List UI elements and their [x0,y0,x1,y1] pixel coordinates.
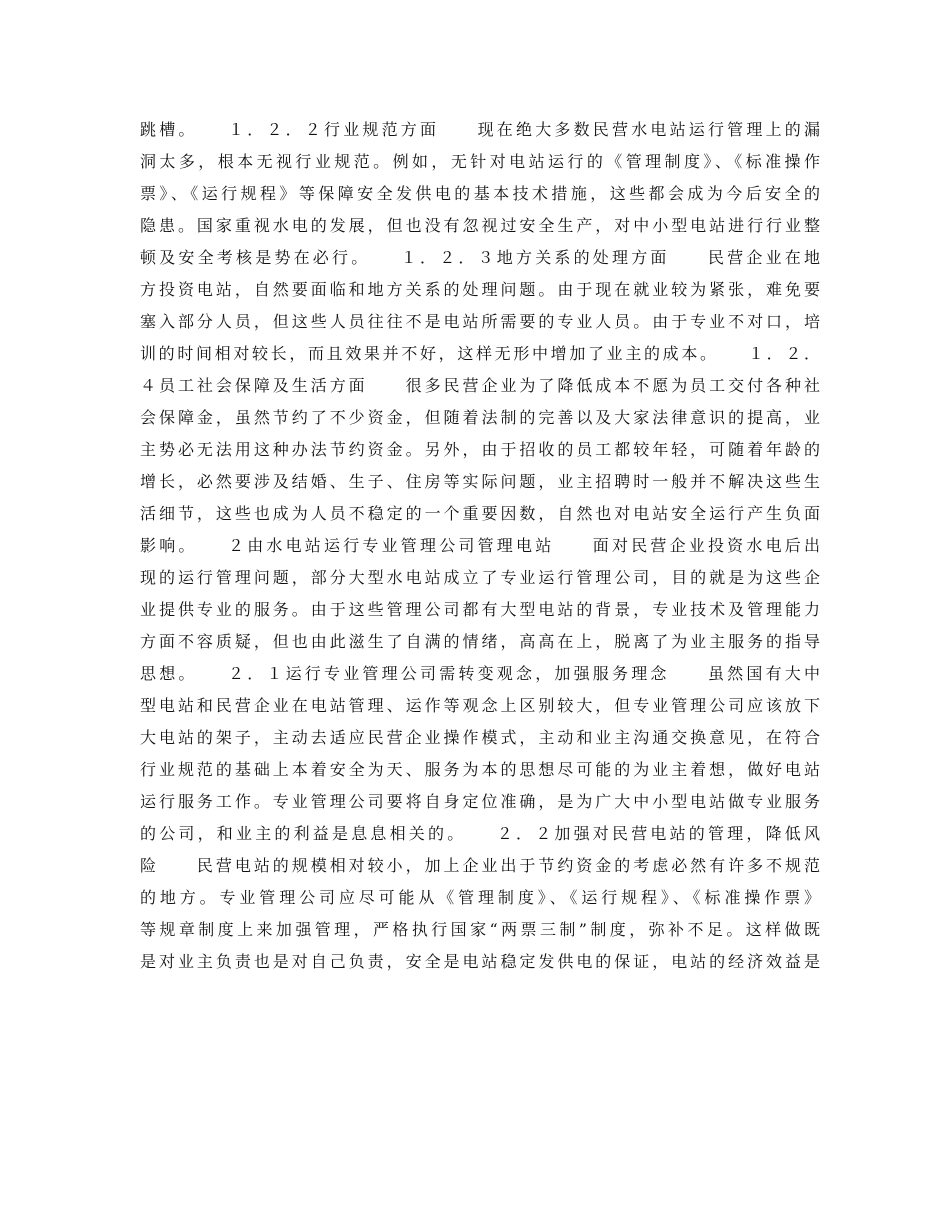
text-line: 的公司，和业主的利益是息息相关的。 ２．２加强对民营电站的管理，降低风 [140,824,820,843]
text-line: 险 民营电站的规模相对较小，加上企业出于节约资金的考虑必然有许多不规范 [140,856,820,875]
text-line: 活细节，这些也成为人员不稳定的一个重要因数，自然也对电站安全运行产生负面 [140,504,820,523]
body-text [140,114,820,978]
text-line: 训的时间相对较长，而且效果并不好，这样无形中增加了业主的成本。 １．２． [140,344,820,363]
text-line: 等规章制度上来加强管理，严格执行国家“两票三制”制度，弥补不足。这样做既 [140,920,820,939]
text-line: 会保障金，虽然节约了不少资金，但随着法制的完善以及大家法律意识的提高，业 [140,408,820,427]
text-line: 的地方。专业管理公司应尽可能从《管理制度》、《运行规程》、《标准操作票》 [140,888,820,907]
text-line: 是对业主负责也是对自己负责，安全是电站稳定发供电的保证，电站的经济效益是 [140,952,820,971]
text-line: 跳槽。 １．２．２行业规范方面 现在绝大多数民营水电站运行管理上的漏 [140,120,820,139]
text-line: 业提供专业的服务。由于这些管理公司都有大型电站的背景，专业技术及管理能力 [140,600,820,619]
text-line: 思想。 ２．１运行专业管理公司需转变观念，加强服务理念 虽然国有大中 [140,664,820,683]
text-line: 增长，必然要涉及结婚、生子、住房等实际问题，业主招聘时一般并不解决这些生 [140,472,820,491]
text-line: 大电站的架子，主动去适应民营企业操作模式，主动和业主沟通交换意见，在符合 [140,728,820,747]
text-line: 型电站和民营企业在电站管理、运作等观念上区别较大，但专业管理公司应该放下 [140,696,820,715]
text-line: 票》、《运行规程》等保障安全发供电的基本技术措施，这些都会成为今后安全的 [140,184,820,203]
text-line: 主势必无法用这种办法节约资金。另外，由于招收的员工都较年轻，可随着年龄的 [140,440,820,459]
text-line: 运行服务工作。专业管理公司要将自身定位准确，是为广大中小型电站做专业服务 [140,792,820,811]
text-line: ４员工社会保障及生活方面 很多民营企业为了降低成本不愿为员工交付各种社 [140,376,820,395]
text-line: 塞入部分人员，但这些人员往往不是电站所需要的专业人员。由于专业不对口，培 [140,312,820,331]
text-line: 洞太多，根本无视行业规范。例如，无针对电站运行的《管理制度》、《标准操作 [140,152,820,171]
text-line: 方面不容质疑，但也由此滋生了自满的情绪，高高在上，脱离了为业主服务的指导 [140,632,820,651]
text-line: 隐患。国家重视水电的发展，但也没有忽视过安全生产，对中小型电站进行行业整 [140,216,820,235]
text-line: 行业规范的基础上本着安全为天、服务为本的思想尽可能的为业主着想，做好电站 [140,760,820,779]
text-line: 方投资电站，自然要面临和地方关系的处理问题。由于现在就业较为紧张，难免要 [140,280,820,299]
text-line: 顿及安全考核是势在必行。 １．２．３地方关系的处理方面 民营企业在地 [140,248,820,267]
text-line: 影响。 ２由水电站运行专业管理公司管理电站 面对民营企业投资水电后出 [140,536,820,555]
text-line: 现的运行管理问题，部分大型水电站成立了专业运行管理公司，目的就是为这些企 [140,568,820,587]
